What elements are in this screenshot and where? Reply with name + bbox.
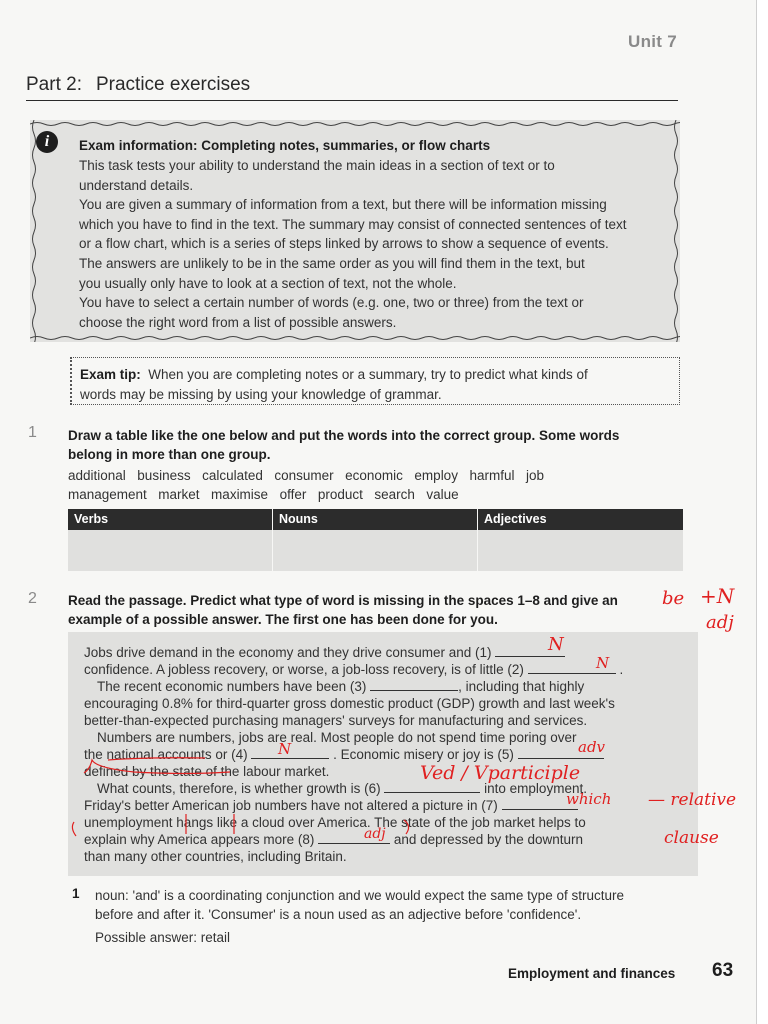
tip-line: words may be missing by using your knowledge of grammar. [80,386,442,402]
tip-line: When you are completing notes or a summary, try to predict what kinds of [148,367,588,382]
info-line: you usually only have to look at a section of text, not the whole. [79,275,457,291]
handwritten-answer-1: N [548,634,564,655]
passage-line: encouraging 0.8% for third-quarter gross domestic product (GDP) growth and last week's [84,696,615,711]
info-line: choose the right word from a list of possible answers. [79,314,397,330]
question-instruction: Draw a table like the one below and put the words into the correct group. Some words belong in more than one group. [68,428,620,462]
word-line: additional business calculated consumer economic employ harmful job [68,468,544,483]
handwritten-margin-note: +N [700,584,735,608]
passage-line: the national accounts or (4) . Economic misery or joy is (5) [84,746,604,763]
passage-line: than many other countries, including Britain. [84,849,347,864]
underline-defined-by [84,760,230,774]
passage-line: defined by the state of the labour market. [84,764,330,779]
table-header-nouns: Nouns [279,512,318,526]
note-text: noun: 'and' is a coordinating conjunction and we would expect the same type of structure before and after it. 'Consumer' is a noun used as an adjective before 'confidence'. [95,888,624,922]
info-line: You are given a summary of information from a text, but there will be information missing [79,197,607,212]
handwritten-answer-2: N [596,654,610,672]
passage-line: Jobs drive demand in the economy and they drive consumer and (1) [84,644,565,661]
page-number: 63 [712,960,734,981]
info-line: which you have to find in the text. The summary may consist of connected sentences of text [79,216,627,232]
info-line: understand details. [79,177,194,193]
question-number: 2 [28,590,37,607]
info-icon: i [36,131,58,153]
handwritten-answer-7: which [566,790,612,808]
part-title-text: Practice exercises [95,74,251,95]
table-header-verbs: Verbs [74,512,109,526]
passage-line: better-than-expected purchasing managers' surveys for manufacturing and services. [84,713,588,728]
bracket-close [404,820,409,834]
handwritten-margin-note: adj [706,612,734,633]
word-line: management market maximise offer product search value [68,487,459,502]
unit-label: Unit 7 [628,32,678,51]
info-line: The answers are unlikely to be in the same order as you will find them in the text, but [79,256,585,271]
bracket-open [72,822,76,836]
info-line: This task tests your ability to understand the main ideas in a section of text or to [79,158,555,173]
passage-line: The recent economic numbers have been (3) , including that highly [97,679,585,694]
passage-line: Numbers are numbers, jobs are real. Most people do not spend time poring over [97,730,577,745]
passage-line: Friday's better American job numbers have not altered a picture in (7) [84,797,578,814]
passage-line: What counts, therefore, is whether growth is (6) into employment. [97,781,587,796]
handwritten-answer-5: adv [578,738,606,756]
part-label: Part 2: [26,74,82,95]
passage-line: explain why America appears more (8) and depressed by the downturn [84,832,584,847]
footer-title: Employment and finances [508,966,676,981]
exam-info-title: Exam information: Completing notes, summaries, or flow charts [79,138,491,153]
note-number: 1 [72,886,80,901]
exam-tip-label: Exam tip: [80,367,141,382]
underline-national-accounts [108,758,205,760]
handwritten-answer-4: N [278,740,292,758]
passage-line: unemployment hangs like a cloud over America. The state of the job market helps to [84,815,586,830]
handwritten-verb-note: Ved / Vparticiple [420,762,581,784]
note-answer: Possible answer: retail [95,930,231,945]
info-line: You have to select a certain number of words (e.g. one, two or three) from the text or [79,295,584,310]
handwritten-margin-note: be [662,588,685,609]
handwritten-margin-note: clause [664,828,719,848]
question-number: 1 [28,424,37,441]
passage-line: confidence. A jobless recovery, or worse, a job-loss recovery, is of little (2) . [84,662,624,677]
handwritten-answer-8: adj [364,826,386,842]
question-instruction: Read the passage. Predict what type of word is missing in the spaces 1–8 and give an example of a possible answer. The first one has been done for you. [68,593,618,627]
table-header-adjectives: Adjectives [484,512,547,526]
handwritten-margin-note: — relative [648,790,737,810]
info-line: or a flow chart, which is a series of steps linked by arrows to show a sequence of events. [79,236,609,251]
